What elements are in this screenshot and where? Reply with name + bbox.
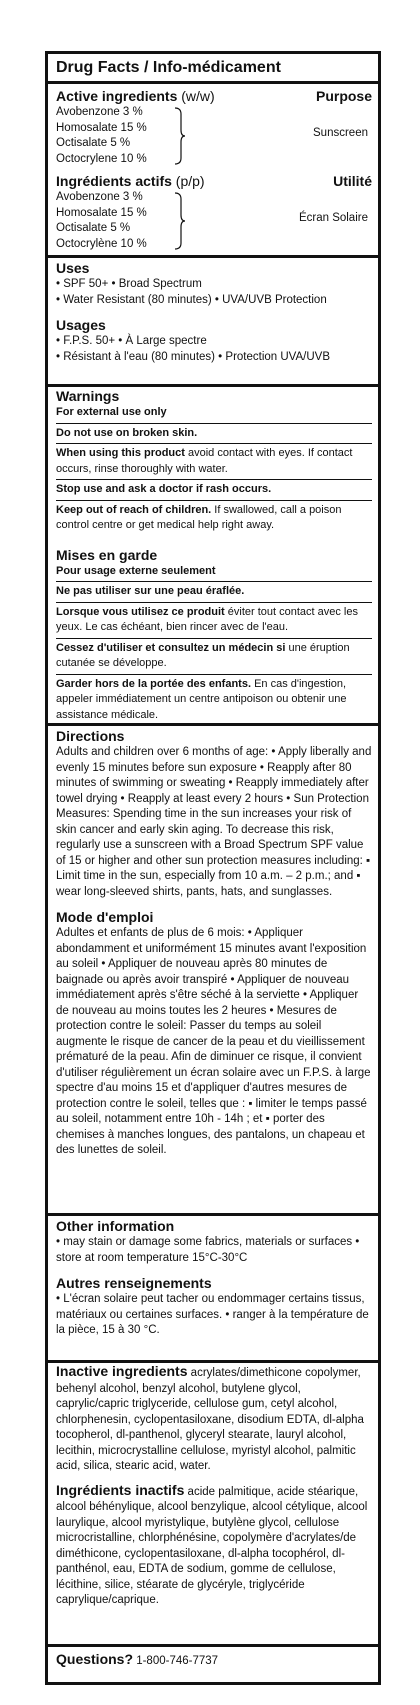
- warnings-section: [48, 387, 378, 727]
- active-ingredients-list: [56, 105, 372, 167]
- uses-line: • Water Resistant (80 minutes) • UVA/UVB Protection: [56, 293, 327, 306]
- ingredient-item: Octisalate 5 %: [56, 222, 131, 234]
- purpose-heading-fr: Utilité: [333, 173, 372, 189]
- usages-line: • Résistant à l'eau (80 minutes) • Protection UVA/UVB: [56, 350, 331, 363]
- divider: [48, 1213, 378, 1216]
- warning-keep-out-text: If swallowed, call a poison control centre or get medical help right away.: [56, 503, 342, 531]
- other-heading: Other information: [56, 1218, 175, 1234]
- uses-section: [48, 259, 378, 365]
- inactive-body-fr: acide palmitique, acide stéarique, alcool béhénylique, alcool benzylique, alcool cétylique, alcool laurylique, alcool myristylique, butylène glycol, cellulose microcristalline, chlorphénésine, copolymère d'acrylates/de diméthicone, cyclopentasiloxane, dl-alpha tocophérol, dl-panthénol, eau, EDTA de sodium, gomme de cellulose, lécithine, silice, stéarate de glycéryle, triglycéride caprylique/caprique.: [56, 1485, 368, 1606]
- uses-heading: Uses: [56, 260, 90, 276]
- title-section: [48, 58, 378, 78]
- other-info-section: [48, 1217, 378, 1339]
- usages-line: • F.P.S. 50+ • À Large spectre: [56, 335, 207, 347]
- inactive-body: acrylates/dimethicone copolymer, behenyl alcohol, benzyl alcohol, butylene glycol, caprylic/capric triglyceride, cellulose gum, cetyl alcohol, chlorphenesin, cyclopentasiloxane, disodium EDTA, dl-alpha tocopherol, dl-panthenol, glyceryl stearate, lauryl alcohol, lecithin, microcrystalline cellulose, myristyl alcohol, palmitic acid, silica, stearic acid, water.: [56, 1367, 364, 1472]
- divider: [48, 81, 378, 84]
- inactive-ingredients-section: [48, 1364, 378, 1609]
- ingredient-item: Avobenzone 3 %: [56, 191, 143, 203]
- mises-stop-use-label: Cessez d'utiliser et consultez un médecin si: [56, 641, 286, 654]
- active-ingredients-heading-fr: Ingrédients actifs: [56, 173, 172, 189]
- mises-broken-skin: Ne pas utiliser sur une peau éraflée.: [56, 585, 245, 597]
- uses-line: • SPF 50+ • Broad Spectrum: [56, 278, 202, 290]
- active-ingredients-list-fr: [56, 190, 372, 252]
- usages-heading: Usages: [56, 317, 106, 333]
- ingredient-item: Octocrylene 10 %: [56, 152, 147, 165]
- mises-keep-out-text: En cas d'ingestion, appeler immédiatement un centre antipoison ou obtenir une assistance médicale.: [56, 677, 347, 721]
- directions-body: Adults and children over 6 months of age: • Apply liberally and evenly 15 minutes before sun exposure • Reapply after 80 minutes of swimming or sweating • Reapply immediately after towel drying • Reapply at least every 2 hours • Sun Protection Measures: Spending time in the sun increases your risk of skin cancer and early skin aging. To decrease this risk, regularly use a sunscreen with a Broad Spectrum SPF value of 15 or higher and other sun protection measures including: ▪ Limit time in the sun, especially from 10 a.m. – 2 p.m.; and ▪ wear long-sleeved shirts, pants, hats, and sunglasses.: [56, 746, 372, 898]
- mode-heading: Mode d'emploi: [56, 909, 154, 925]
- active-ingredients-fr: [48, 172, 378, 252]
- brace-icon: [174, 107, 186, 165]
- questions-heading: Questions?: [56, 1651, 134, 1667]
- inactive-heading-fr: Ingrédients inactifs: [56, 1481, 185, 1498]
- autres-body: • L'écran solaire peut tacher ou endommager certains tissus, matériaux ou certaines surfaces. • ranger à la température de la pièce, 15 à 30 °C.: [56, 1293, 369, 1336]
- mises-keep-out-label: Garder hors de la portée des enfants.: [56, 677, 252, 690]
- warning-external: For external use only: [56, 406, 167, 418]
- page-title: Drug Facts / Info-médicament: [56, 59, 281, 76]
- drug-facts-panel: [45, 51, 381, 1685]
- warning-stop-use: Stop use and ask a doctor if rash occurs.: [56, 483, 272, 495]
- questions-phone: 1-800-746-7737: [133, 1655, 219, 1667]
- warning-when-using-label: When using this product: [56, 447, 185, 459]
- brace-icon: [174, 192, 186, 250]
- ingredient-item: Octisalate 5 %: [56, 137, 131, 149]
- directions-heading: Directions: [56, 728, 125, 744]
- ingredient-item: Octocrylène 10 %: [56, 237, 147, 250]
- active-ingredients-heading: Active ingredients: [56, 88, 178, 104]
- mises-heading: Mises en garde: [56, 546, 158, 563]
- ingredient-item: Avobenzone 3 %: [56, 106, 143, 118]
- mises-when-using-text: éviter tout contact avec les yeux. Le cas échéant, bien rincer avec de l'eau.: [56, 605, 358, 633]
- warning-when-using-text: avoid contact with eyes. If contact occurs, rinse thoroughly with water.: [56, 447, 353, 475]
- active-ingredients-unit: (w/w): [177, 88, 215, 104]
- warning-keep-out-label: Keep out of reach of children.: [56, 503, 212, 516]
- inactive-heading: Inactive ingredients: [56, 1363, 188, 1379]
- mises-when-using-label: Lorsque vous utilisez ce produit: [56, 605, 225, 618]
- warnings-heading: Warnings: [56, 388, 120, 404]
- ingredient-item: Homosalate 15 %: [56, 121, 147, 134]
- other-body: • may stain or damage some fabrics, materials or surfaces • store at room temperature 15°C-30°C: [56, 1236, 360, 1264]
- active-ingredients-unit-fr: (p/p): [171, 173, 205, 189]
- questions-section: [48, 1652, 378, 1670]
- directions-section: [48, 727, 378, 1159]
- purpose-value-fr: Écran Solaire: [298, 212, 368, 224]
- mode-body: Adultes et enfants de plus de 6 mois: • Appliquer abondamment et uniformément 15 minutes avant l'exposition au soleil • Appliquer de nouveau après 80 minutes de baignade ou après avoir transpiré • Appliquer de nouveau immédiatement après s'être séché à la serviette • Appliquer de nouveau au moins toutes les 2 heures • Mesures de protection contre le soleil: Passer du temps au soleil augmente le risque de cancer de la peau et du vieillissement prématuré de la peau. Afin de diminuer ce risque, il convient d'utiliser régulièrement un écran solaire avec un F.P.S. à large spectre d'au moins 15 et d'appliquer d'autres mesures de protection contre le soleil, telles que : ▪ limiter le temps passé au soleil, notamment entre 10h - 14h ; et ▪ porter des chemises à manches longues, des pantalons, un chapeau et des lunettes de soleil.: [56, 927, 371, 1156]
- mises-stop-use-text: une éruption cutanée se développe.: [56, 641, 350, 669]
- purpose-heading: Purpose: [315, 88, 372, 104]
- divider: [48, 255, 378, 258]
- autres-heading: Autres renseignements: [56, 1275, 212, 1291]
- purpose-value: Sunscreen: [313, 127, 368, 139]
- divider: [48, 723, 378, 726]
- mises-external: Pour usage externe seulement: [56, 564, 216, 577]
- active-ingredients-en: [48, 87, 378, 167]
- ingredient-item: Homosalate 15 %: [56, 206, 147, 219]
- divider: [48, 1644, 378, 1647]
- warning-broken-skin: Do not use on broken skin.: [56, 426, 198, 439]
